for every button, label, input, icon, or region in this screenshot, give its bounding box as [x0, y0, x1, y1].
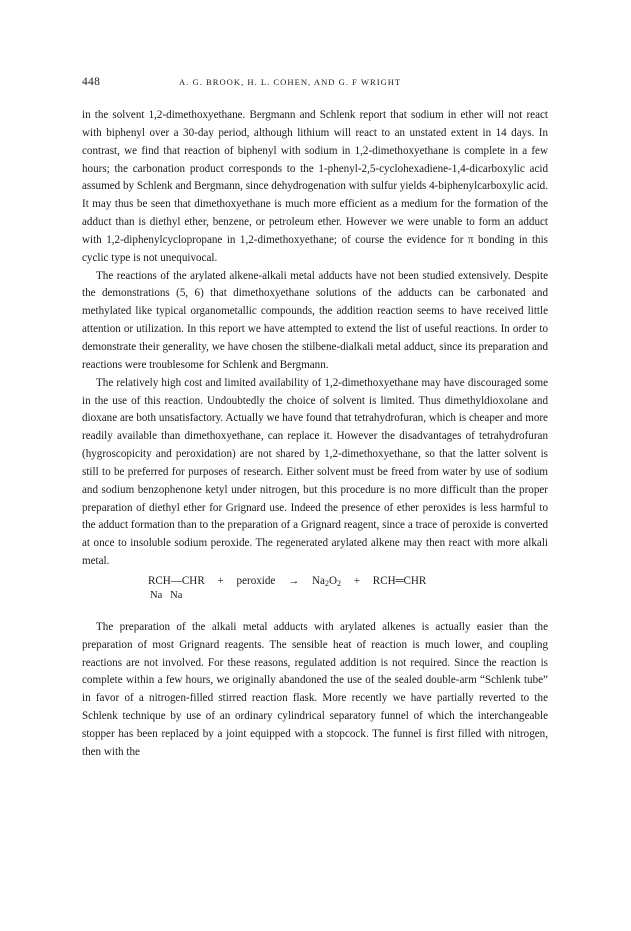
equation-reagent: peroxide	[236, 574, 276, 587]
paragraph-4: The preparation of the alkali metal adducts with arylated alkenes is actually easier than the preparation of most Grignard reagents. The sensible heat of reaction is much lower, and coupling reactions are not involved. For these reasons, regulated addition is not required. Since the reaction is complete within a few hours, we originally abandoned the use of the sealed double-arm “Schlenk tube” in favor of a nitrogen-filled stirred reaction flask. More recently we have partially reverted to the Schlenk technique by use of an ordinary cylindrical separatory funnel of which the interchangeable stopper has been replaced by a joint equipped with a stopcock. The funnel is first filled with nitrogen, then with the	[82, 620, 548, 758]
equation-line	[148, 575, 426, 588]
equation-arrow: →	[288, 574, 300, 587]
equation-reactant-substituents: Na Na	[150, 589, 183, 601]
equation-product-1: $Na_2O_2$	[312, 574, 341, 588]
paragraph-2: The reactions of the arylated alkene-alkali metal adducts have not been studied extensively. Despite the demonstrations (5, 6) that dimethoxyethane solutions of the adducts can be carbonated and methylated like typical organometallic compounds, the addition reaction seems to have received little attention or utilization. In this report we have attempted to extend the list of useful reactions. In order to demonstrate their generality, we have chosen the stilbene-dialkali metal adduct, since its preparation and reactions were troublesome for Schlenk and Bergmann.	[82, 269, 548, 371]
equation-product-2: RCH═CHR	[372, 574, 427, 587]
equation-plus-2: +	[353, 574, 361, 587]
page-number: 448	[82, 76, 101, 88]
chemical-equation	[82, 575, 548, 613]
paragraph-3: The relatively high cost and limited availability of 1,2-dimethoxyethane may have discouraged some in the use of this reaction. Undoubtedly the choice of solvent is limited. Thus dimethyldioxolane and dioxane are both unsatisfactory. Actually we have found that tetrahydrofuran, which is cheaper and more readily available than dimethoxyethane, can replace it. However the disadvantages of tetrahydrofuran (hygroscopicity and peroxidation) are not shared by 1,2-dimethoxyethane, so that the latter solvent is still to be preferred for purposes of research. Either solvent must be freed from water by use of sodium and sodium benzophenone ketyl under nitrogen, but this procedure is no more difficult than the proper preparation of diethyl ether for Grignard use. Indeed the presence of ether peroxides is less harmful to the adduct formation than to the preparation of a Grignard reagent, since a trace of peroxide is converted at once to insoluble sodium peroxide. The regenerated arylated alkene may then react with more alkali metal.	[82, 376, 548, 568]
equation-plus-1: +	[217, 574, 224, 587]
page-header	[82, 76, 552, 90]
equation-reactant: RCH—CHR	[148, 574, 205, 587]
running-head: A. G. BROOK, H. L. COHEN, AND G. F WRIGHT	[179, 77, 402, 87]
paragraph-1: in the solvent 1,2-dimethoxyethane. Bergmann and Schlenk report that sodium in ether will not react with biphenyl over a 30-day period, although lithium will react to an unstated extent in 14 days. In contrast, we find that reaction of biphenyl with sodium in 1,2-dimethoxyethane is complete in a few hours; the carbonation product corresponds to the 1-phenyl-2,5-cyclohexadiene-1,4-dicarboxylic acid assumed by Schlenk and Bergmann, since dehydrogenation with sulfur yields 4-biphenylcarboxylic acid. It may thus be seen that dimethoxyethane is much more efficient as a medium for the formation of the adduct than is diethyl ether, benzene, or petroleum ether. However we were unable to form an adduct with 1,2-diphenylcyclopropane in 1,2-dimethoxyethane; of course the evidence for π bonding in this cyclic type is not unequivocal.	[82, 109, 548, 264]
body-text	[82, 107, 548, 762]
